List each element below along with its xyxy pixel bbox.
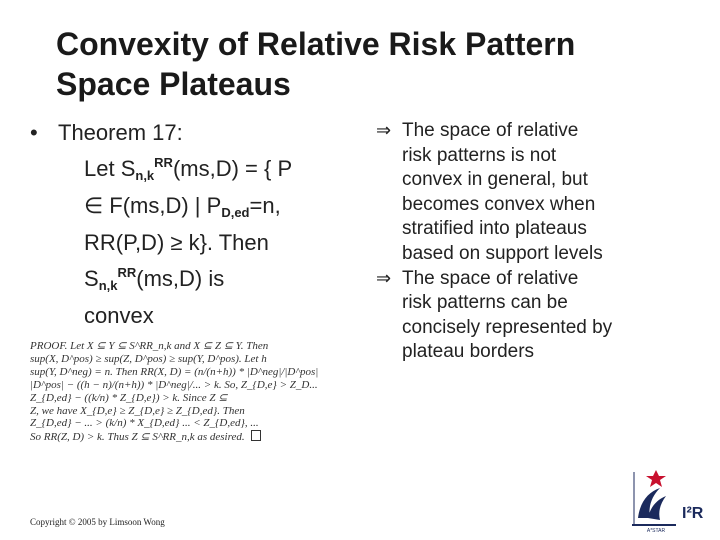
slide-title (56, 24, 575, 104)
notes-block (376, 119, 706, 365)
i2r-mark: I²R (682, 505, 704, 522)
note-2: ⇒ The space of relative (376, 267, 706, 292)
implies-arrow-icon: ⇒ (376, 267, 392, 289)
proof-line: |D^pos| − ((h − n)/(n+h)) * |D^neg|/... > k. So, Z_{D,e} > Z_D... (30, 378, 318, 391)
note-1: ⇒ The space of relative (376, 119, 706, 144)
bullet: • (30, 120, 38, 145)
note-1-line: based on support levels (402, 242, 603, 264)
astar-i2r-logo (626, 462, 718, 534)
proof-line: Z_{D,ed} − ((k/n) * Z_{D,e}) > k. Since Z ⊆ (30, 391, 228, 404)
note-2-line: plateau borders (402, 341, 535, 363)
theorem-line-2: ∈ F(ms,D) | $P_{D,ed}=n$, (84, 193, 281, 220)
note-2-line: risk patterns can be (402, 292, 568, 314)
theorem-line-5: convex (84, 303, 154, 328)
proof-line: Z, we have X_{D,e} ≥ Z_{D,e} ≥ Z_{D,ed}. Then (30, 404, 245, 417)
title-line-2: Space Plateaus (56, 66, 291, 102)
svg-text:A*STAR: A*STAR (646, 528, 666, 534)
theorem-line-3: RR(P,D) ≥ k}. Then (84, 230, 269, 255)
proof-line: PROOF. Let X ⊆ Y ⊆ S^RR_n,k and X ⊆ Z ⊆ Y. Then (30, 340, 269, 352)
note-1-line: stratified into plateaus (402, 218, 587, 240)
theorem-line-4: $S_{n,k}^{RR}(ms,D)$ is (84, 265, 225, 293)
proof-line: sup(Y, D^neg) = n. Then RR(X, D) = (n/(n+h)) * |D^neg|/|D^pos| (30, 365, 319, 378)
proof-line: Z_{D,ed} − ... > (k/n) * X_{D,ed} ... < Z_{D,ed}, ... (30, 417, 259, 430)
note-1-line: becomes convex when (402, 193, 596, 215)
proof-last-line: So RR(Z, D) > k. Thus Z ⊆ S^RR_n,k as desired. (30, 430, 385, 444)
note-2-line: concisely represented by (402, 316, 613, 338)
note-1-line: risk patterns is not (402, 144, 557, 166)
theorem-block (30, 118, 365, 331)
astar-logo-icon (626, 462, 680, 530)
proof-excerpt (30, 340, 385, 444)
qed-box-icon (251, 430, 261, 441)
copyright-notice: Copyright © 2005 by Limsoon Wong (30, 517, 165, 527)
proof-line: sup(X, D^pos) ≥ sup(Z, D^pos) ≥ sup(Y, D^pos). Let h (30, 352, 267, 365)
theorem-heading: Theorem 17: (58, 120, 183, 145)
theorem-line-1: Let $S_{n,k}^{RR}(ms,D)$ = { P (84, 155, 293, 183)
note-1-line: convex in general, but (402, 169, 588, 191)
title-line-1: Convexity of Relative Risk Pattern (56, 26, 576, 62)
implies-arrow-icon: ⇒ (376, 120, 392, 141)
